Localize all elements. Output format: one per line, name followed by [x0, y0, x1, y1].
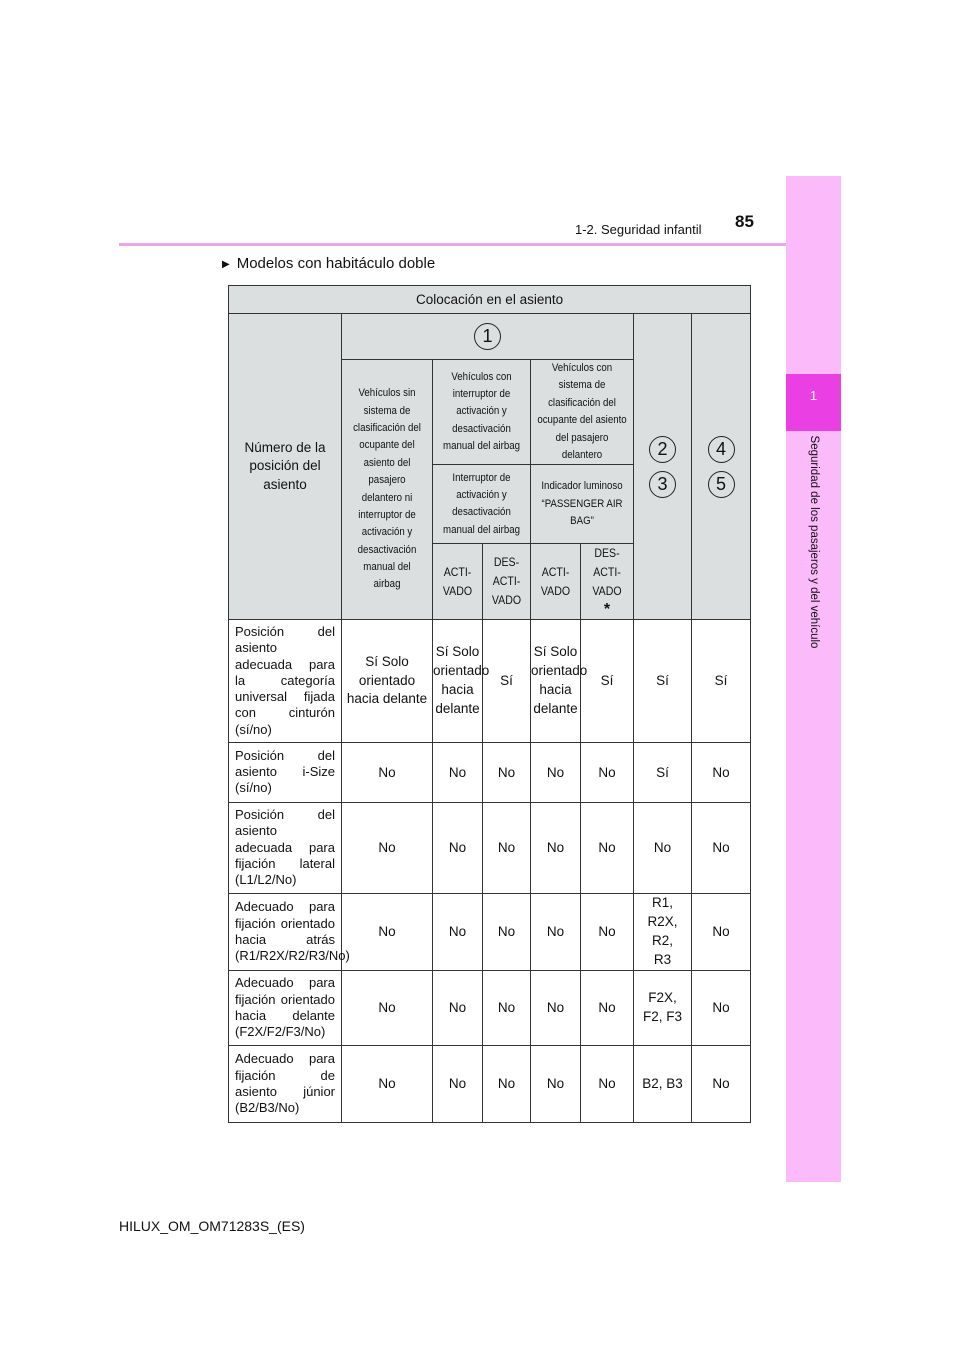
cond-classification: Vehículos con sistema de clasificación del ocupante del asiento del pasajero delantero	[531, 360, 634, 465]
document-code: HILUX_OM_OM71283S_(ES)	[119, 1218, 305, 1234]
chapter-tab[interactable]	[786, 374, 841, 431]
seat-2-3-header	[634, 314, 692, 620]
table-row: Posición del asiento i-Size (sí/no) No No No No No Sí No	[229, 742, 751, 802]
switch-off-state: DES-ACTI-VADO	[483, 544, 531, 620]
seat-5-badge: 5	[708, 471, 735, 498]
table-title: Colocación en el asiento	[229, 286, 751, 314]
chapter-sidebar	[786, 176, 841, 1182]
cond-no-system: Vehículos sin sistema de clasificación del ocupante del asiento del pasajero delantero ni interruptor de activación y desactivación manual del airbag	[342, 360, 433, 620]
seat-3-badge: 3	[649, 471, 676, 498]
seat-1-badge: 1	[474, 323, 501, 350]
seat-1-header	[342, 314, 634, 360]
chapter-tab-number: 1	[809, 388, 818, 403]
page-number: 85	[735, 212, 754, 231]
asterisk: *	[603, 601, 611, 619]
seat-table	[228, 285, 751, 1123]
table-row: Posición del asiento adecuada para fijación lateral (L1/L2/No) No No No No No No No	[229, 802, 751, 893]
section-title: 1-2. Seguridad infantil	[575, 222, 702, 237]
header-rule	[119, 243, 786, 246]
cond-manual-switch: Vehículos con interruptor de activación y desactivación manual del airbag	[433, 360, 531, 465]
table-row: Adecuado para fijación orientado hacia atrás (R1/R2X/R2/R3/No) No No No No No R1, R2X, R2, R3 No	[229, 893, 751, 970]
chapter-title: Seguridad de los pasajeros y del vehículo	[808, 435, 820, 649]
indicator-on-state: ACTI-VADO	[531, 544, 581, 620]
switch-on-state: ACTI-VADO	[433, 544, 483, 620]
table-row: Adecuado para fijación orientado hacia delante (F2X/F2/F3/No) No No No No No F2X, F2, F3 No	[229, 970, 751, 1045]
seat-4-badge: 4	[708, 436, 735, 463]
indicator-off-state: DES-ACTI-VADO*	[581, 544, 634, 620]
seat-4-5-header	[692, 314, 751, 620]
table-row: Adecuado para fijación de asiento júnior (B2/B3/No) No No No No No B2, B3 No	[229, 1045, 751, 1122]
sub-indicator: Indicador luminoso “PASSENGER AIR BAG”	[531, 465, 634, 544]
row-header: Número de la posición del asiento	[229, 314, 342, 620]
triangle-bullet-icon: ▶	[222, 259, 230, 270]
sub-switch: Interruptor de activación y desactivación manual del airbag	[433, 465, 531, 544]
section-heading: ▶ Modelos con habitáculo doble	[222, 255, 436, 272]
table-row: Posición del asiento adecuada para la categoría universal fijada con cinturón (sí/no) Sí Solo orientado hacia delante Sí Solo orientado hacia delante Sí Sí Solo orientado hacia delante Sí Sí Sí	[229, 620, 751, 743]
seat-2-badge: 2	[649, 436, 676, 463]
